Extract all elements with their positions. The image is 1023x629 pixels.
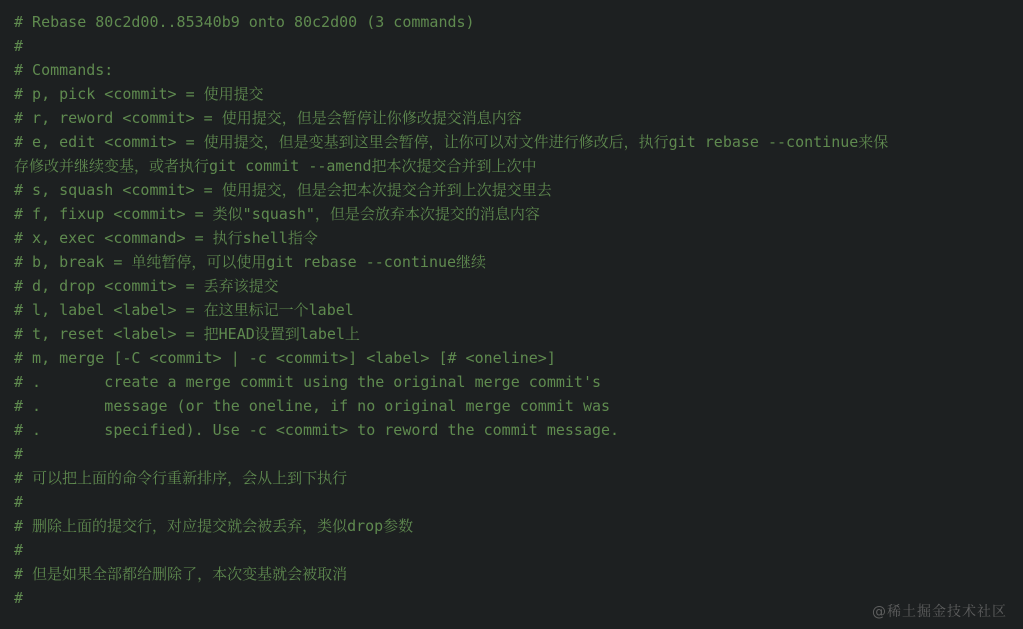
terminal-line: # 删除上面的提交行，对应提交就会被丢弃，类似drop参数 (14, 517, 414, 535)
terminal-line: # (14, 37, 24, 55)
terminal-line: # 可以把上面的命令行重新排序，会从上到下执行 (14, 469, 348, 487)
terminal-line: # f, fixup <commit> = 类似"squash"，但是会放弃本次提交的消息内容 (14, 205, 540, 223)
terminal-line: # 但是如果全部都给删除了，本次变基就会被取消 (14, 565, 348, 583)
terminal-line: # x, exec <command> = 执行shell指令 (14, 229, 318, 247)
terminal-line: # Rebase 80c2d00..85340b9 onto 80c2d00 (3 commands) (14, 13, 475, 31)
terminal-line: # (14, 445, 24, 463)
terminal-line: # t, reset <label> = 把HEAD设置到label上 (14, 325, 360, 343)
terminal-line: # d, drop <commit> = 丢弃该提交 (14, 277, 279, 295)
terminal-line: # r, reword <commit> = 使用提交，但是会暂停让你修改提交消息内容 (14, 109, 522, 127)
terminal-line: # (14, 589, 24, 607)
terminal-line: # . message (or the oneline, if no original merge commit was (14, 397, 611, 415)
terminal-line: # l, label <label> = 在这里标记一个label (14, 301, 354, 319)
terminal-line: # (14, 541, 24, 559)
terminal-line: # m, merge [-C <commit> | -c <commit>] <label> [# <oneline>] (14, 349, 556, 367)
terminal-line: # Commands: (14, 61, 114, 79)
terminal-line: 存修改并继续变基，或者执行git commit --amend把本次提交合并到上次中 (14, 157, 537, 175)
terminal-line: # e, edit <commit> = 使用提交，但是变基到这里会暂停，让你可以对文件进行修改后，执行git rebase --continue来保 (14, 133, 889, 151)
terminal-line: # s, squash <commit> = 使用提交，但是会把本次提交合并到上次提交里去 (14, 181, 552, 199)
terminal-line: # b, break = 单纯暂停，可以使用git rebase --continue继续 (14, 253, 487, 271)
terminal-text-area[interactable] (14, 10, 1009, 610)
terminal-line: # . specified). Use -c <commit> to reword the commit message. (14, 421, 620, 439)
terminal-line: # (14, 493, 24, 511)
terminal-line: # p, pick <commit> = 使用提交 (14, 85, 264, 103)
watermark-label: @稀土掘金技术社区 (872, 604, 1007, 620)
terminal-line: # . create a merge commit using the original merge commit's (14, 373, 601, 391)
